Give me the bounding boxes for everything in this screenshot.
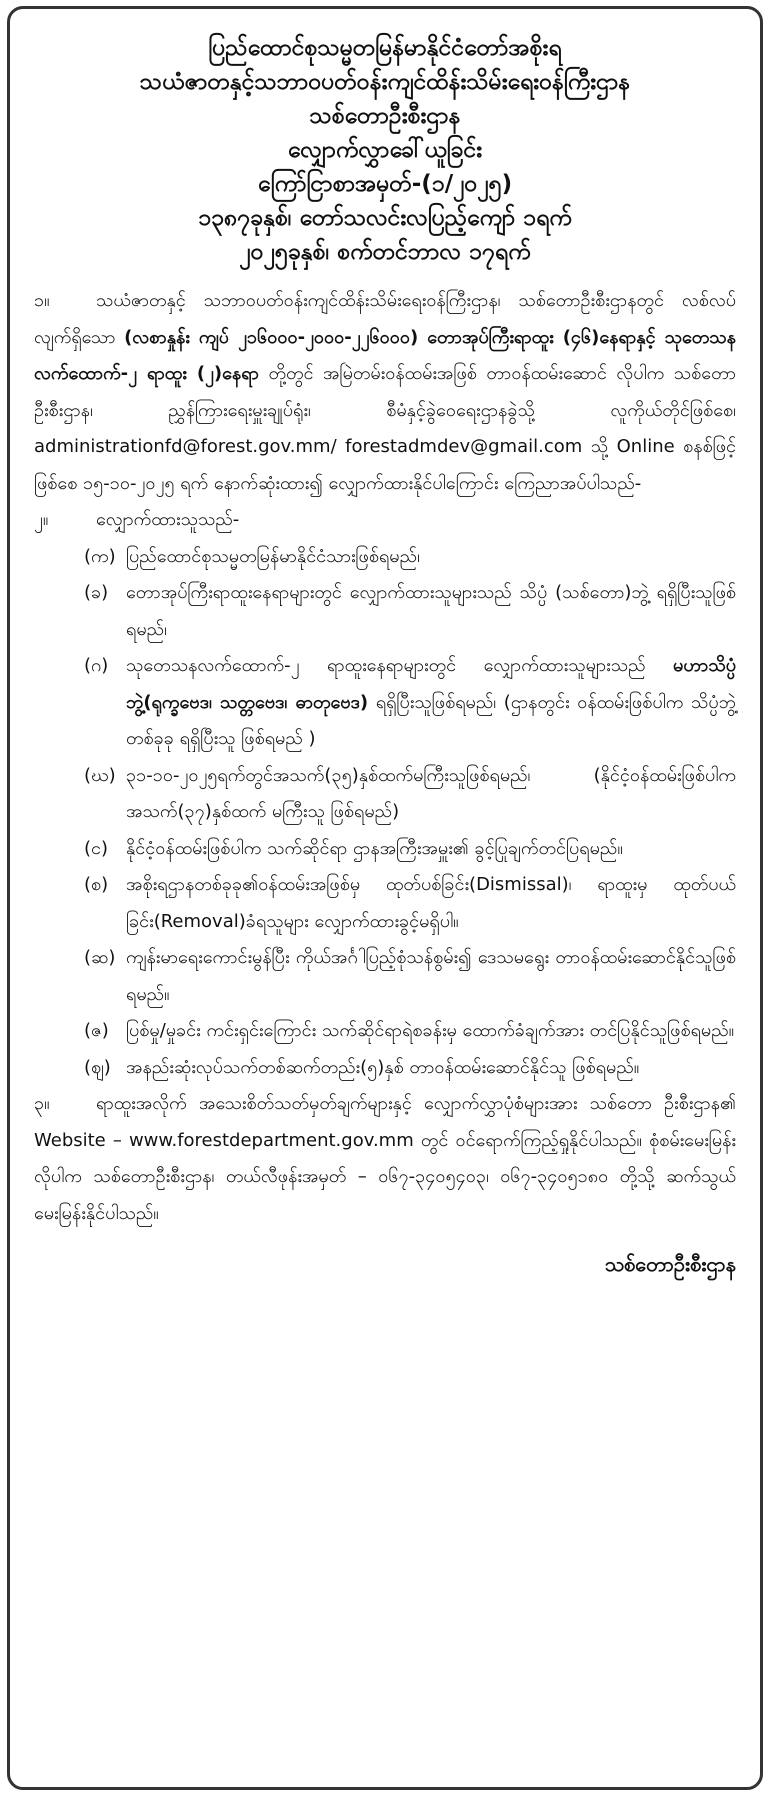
list-item-text: ၃၁-၁၀-၂၀၂၅ရက်တွင်အသက်(၃၅)နှစ်ထက်မကြီးသူဖြစ်ရမည်၊ (နိုင်ငံ့ဝန်ထမ်းဖြစ်ပါက အသက်(၃၇)နှစ်ထက် မကြီးသူ ဖြစ်ရမည်) [126, 764, 736, 822]
list-item-text: ကျန်းမာရေးကောင်းမွန်ပြီး ကိုယ်အင်္ဂါပြည့်စုံသန်စွမ်း၍ ဒေသမရွေး တာဝန်ထမ်းဆောင်နိုင်သူဖြစ်ရမည်။ [126, 947, 736, 1005]
list-item-text-c: ရရှိပြီးသူဖြစ်ရမည်၊ (ဌာနတွင်း ဝန်ထမ်းဖြစ်ပါက သိပ္ပံဘွဲ့တစ်ခုခု ရရှိပြီးသူ ဖြစ်ရမည် ) [126, 691, 736, 749]
list-item [34, 1050, 736, 1087]
list-item-mark: (က) [84, 545, 116, 567]
list-item [34, 648, 736, 758]
list-item-text: တောအုပ်ကြီးရာထူးနေရာများတွင် လျှောက်ထားသူများသည် သိပ္ပံ (သစ်တော)ဘွဲ့ ရရှိပြီးသူဖြစ်ရမည်၊ [126, 582, 736, 640]
notice-number: ကြော်ငြာစာအမှတ်-(၁/၂၀၂၅) [257, 171, 513, 197]
list-item-text [126, 648, 736, 758]
list-item-text: ပြစ်မှု/မှုခင်း ကင်းရှင်းကြောင်း သက်ဆိုင်ရာရဲစခန်းမှ ထောက်ခံချက်အား တင်ပြနိုင်သူဖြစ်ရမည်။ [126, 1020, 735, 1041]
list-item [34, 539, 736, 576]
paragraph-1-text-c: တို့တွင် အမြဲတမ်းဝန်ထမ်းအဖြစ် တာဝန်ထမ်းဆောင် လိုပါက သစ်တောဦးစီးဌာန၊ ညွှန်ကြားရေးမှူးချုပ်ရုံး၊ စီမံနှင့်ခွဲဝေရေးဌာနခွဲသို့ လူကိုယ်တိုင်ဖြစ်စေ၊ administrationfd@forest.gov.mm/ forestadmdev@gmail.com သို့ Online စနစ်ဖြင့်ဖြစ်စေ ၁၅-၁၀-၂၀၂၅ ရက် နောက်ဆုံးထား၍ လျှောက်ထားနိုင်ပါကြောင်း ကြေညာအပ်ပါသည်- [34, 363, 736, 494]
list-item-mark: (ဆ) [84, 947, 116, 968]
list-item [34, 758, 736, 831]
paragraph-3 [34, 1086, 736, 1232]
paragraph-number: ၁။ [34, 290, 50, 311]
myanmar-date: ၁၃၈၇ခုနှစ်၊ တော်သလင်းလပြည့်ကျော် ၁ရက် [198, 205, 572, 231]
government-title: ပြည်ထောင်စုသမ္မတမြန်မာနိုင်ငံတော်အစိုးရ [208, 35, 562, 61]
list-item-mark: (ခ) [84, 582, 109, 603]
notice-body [34, 283, 736, 1283]
list-item-text: ပြည်ထောင်စုသမ္မတမြန်မာနိုင်ငံသားဖြစ်ရမည်၊ [126, 545, 420, 567]
paragraph-1-salary-positions: (လစာနှုန်း ကျပ် ၂၁၆၀၀၀-၂၀၀၀-၂၂၆၀၀၀) တောအုပ်ကြီးရာထူး (၄၆)နေရာနှင့် သုတေသနလက်ထောက်-၂ ရာထူး (၂)နေရာ [34, 326, 736, 384]
list-item [34, 1013, 736, 1050]
list-item-text: အစိုးရဌာနတစ်ခုခု၏ဝန်ထမ်းအဖြစ်မှ ထုတ်ပစ်ခြင်း(Dismissal)၊ ရာထူးမှ ထုတ်ပယ်ခြင်း(Removal)ခံရသူများ လျှောက်ထားခွင့်မရှိပါ။ [126, 874, 736, 932]
list-item-mark: (စ) [84, 874, 109, 895]
department-title: သစ်တောဦးစီးဌာန [309, 103, 461, 129]
paragraph-number: ၂။ [34, 509, 49, 530]
list-item [34, 940, 736, 1013]
notice-heading: လျှောက်လွှာခေါ်ယူခြင်း [287, 137, 483, 163]
list-item-text: နိုင်ငံ့ဝန်ထမ်းဖြစ်ပါက သက်ဆိုင်ရာ ဌာနအကြီးအမှူး၏ ခွင့်ပြုချက်တင်ပြရမည်။ [126, 837, 623, 859]
list-item-mark: (င) [84, 837, 109, 859]
notice-frame [7, 6, 763, 1790]
gregorian-date: ၂၀၂၅ခုနှစ်၊ စက်တင်ဘာလ ၁၇ရက် [239, 239, 531, 265]
paragraph-2 [34, 502, 736, 1086]
list-item [34, 575, 736, 648]
list-item-mark: (ဂ) [84, 655, 109, 676]
paragraph-3-text: ရာထူးအလိုက် အသေးစိတ်သတ်မှတ်ချက်များနှင့် လျှောက်လွှာပုံစံများအား သစ်တော ဦးစီးဌာန၏ Website – www.forestdepartment.gov.mm တွင် ဝင်ရောက်ကြည့်ရှုနိုင်ပါသည်။ စုံစမ်းမေးမြန်းလိုပါက သစ်တောဦးစီးဌာန၊ တယ်လီဖုန်းအမှတ် – ၀၆၇-၃၄၀၅၄၀၃၊ ၀၆၇-၃၄၀၅၁၈၀ တို့သို့ ဆက်သွယ် မေးမြန်းနိုင်ပါသည်။ [34, 1093, 736, 1224]
paragraph-1-text-a: သယံဇာတနှင့် သဘာဝပတ်ဝန်းကျင်ထိန်းသိမ်းရေးဝန်ကြီးဌာန၊ သစ်တောဦးစီးဌာနတွင် လစ်လပ်လျက်ရှိသော [34, 290, 736, 348]
signature: သစ်တောဦးစီးဌာန [604, 1252, 736, 1276]
list-item [34, 831, 736, 868]
requirements-title [34, 502, 736, 539]
list-item-text: အနည်းဆုံးလုပ်သက်တစ်ဆက်တည်း(၅)နှစ် တာဝန်ထမ်းဆောင်နိုင်သူ ဖြစ်ရမည်။ [126, 1056, 640, 1078]
paragraph-1 [34, 283, 736, 502]
notice-header [34, 31, 736, 269]
list-item-degree: မဟာသိပ္ပံဘွဲ့(ရုက္ခဗေဒ၊ သတ္တဗေဒ၊ ဓာတုဗေဒ) [126, 655, 736, 713]
list-item-text-a: သုတေသနလက်ထောက်-၂ ရာထူးနေရာများတွင် လျှောက်ထားသူများသည် [126, 655, 646, 676]
list-item-mark: (ဇ) [84, 1020, 109, 1041]
ministry-title: သယံဇာတနှင့်သဘာဝပတ်ဝန်းကျင်ထိန်းသိမ်းရေးဝန်ကြီးဌာန [139, 69, 631, 95]
list-item [34, 867, 736, 940]
list-item-mark: (ဃ) [84, 764, 116, 786]
list-item-mark: (ဈ) [84, 1056, 111, 1078]
requirements-title-text: လျှောက်ထားသူသည်- [96, 509, 240, 530]
paragraph-number: ၃။ [34, 1093, 50, 1114]
